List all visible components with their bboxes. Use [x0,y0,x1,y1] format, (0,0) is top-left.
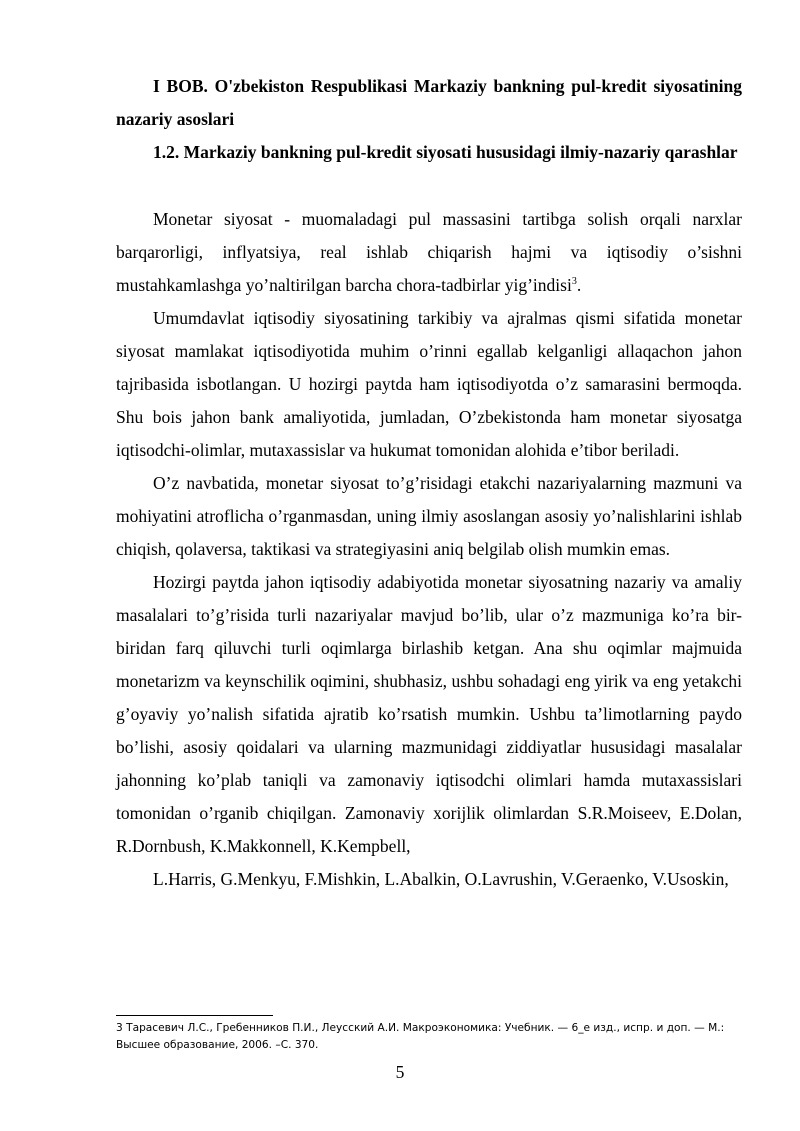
heading-spacer [116,169,742,203]
page-number: 5 [395,1062,405,1082]
paragraph-1 [116,203,742,302]
page-body [116,70,742,896]
paragraph-3: O’z navbatida, monetar siyosat to’g’risidagi etakchi nazariyalarning mazmuni va mohiyatini atroflicha o’rganmasdan, uning ilmiy asoslangan asosiy yo’nalishlarini ishlab chiqish, qolaversa, taktikasi va strategiyasini aniq belgilab olish mumkin emas. [116,473,742,559]
paragraph-1-text: Monetar siyosat - muomaladagi pul massasini tartibga solish orqali narxlar barqarorligi, inflyatsiya, real ishlab chiqarish hajmi va iqtisodiy o’sishni mustahkamlashga yo’naltirilgan barcha chora-tadbirlar yig’indisi [116,209,742,295]
chapter-heading: I BOB. O'zbekiston Respublikasi Markaziy bankning pul-kredit siyosatining nazariy asoslari [116,76,742,129]
paragraph-4: Hozirgi paytda jahon iqtisodiy adabiyotida monetar siyosatning nazariy va amaliy masalalari to’g’risida turli nazariyalar mavjud bo’lib, ular o’z mazmuniga ko’ra bir-biridan farq qiluvchi turli oqimlarga birlashib ketgan. Ana shu oqimlar majmuida monetarizm va keynschilik oqimini, shubhasiz, ushbu sohadagi eng yirik va eng yetakchi g’oyaviy yo’nalish sifatida ajratib ko’rsatish mumkin. Ushbu ta’limotlarning paydo bo’lishi, asosiy qoidalari va ularning mazmunidagi ziddiyatlar hususidagi masalalar jahonning ko’plab taniqli va zamonaviy iqtisodchi olimlari hamda mutaxassislari tomonidan o’rganib chiqilgan. Zamonaviy xorijlik olimlardan S.R.Moiseev, E.Dolan, R.Dornbush, K.Makkonnell, K.Kempbell, [116,572,742,856]
paragraph-5: L.Harris, G.Menkyu, F.Mishkin, L.Abalkin, O.Lavrushin, V.Geraenko, V.Usoskin, [153,869,729,889]
footnote-reference[interactable]: 3 [571,276,577,288]
footnote-divider [116,1015,273,1016]
paragraph-2: Umumdavlat iqtisodiy siyosatining tarkibiy va ajralmas qismi sifatida monetar siyosat mamlakat iqtisodiyotida muhim o’rinni egallab kelganligi allaqachon jahon tajribasida isbotlangan. U hozirgi paytda ham iqtisodiyotda o’z samarasini bermoqda. Shu bois jahon bank amaliyotida, jumladan, O’zbekistonda ham monetar siyosatga iqtisodchi-olimlar, mutaxassislar va hukumat tomonidan alohida e’tibor beriladi. [116,308,742,460]
section-heading: 1.2. Markaziy bankning pul-kredit siyosati hususidagi ilmiy-nazariy qarashlar [153,142,738,162]
footnote: 3 Тарасевич Л.С., Гребенников П.И., Леусский А.И. Макроэкономика: Учебник. — 6_е изд., испр. и доп. — М.: Высшее образование, 2006. –С. 370. [116,1022,725,1051]
paragraph-1-end: . [576,275,582,295]
